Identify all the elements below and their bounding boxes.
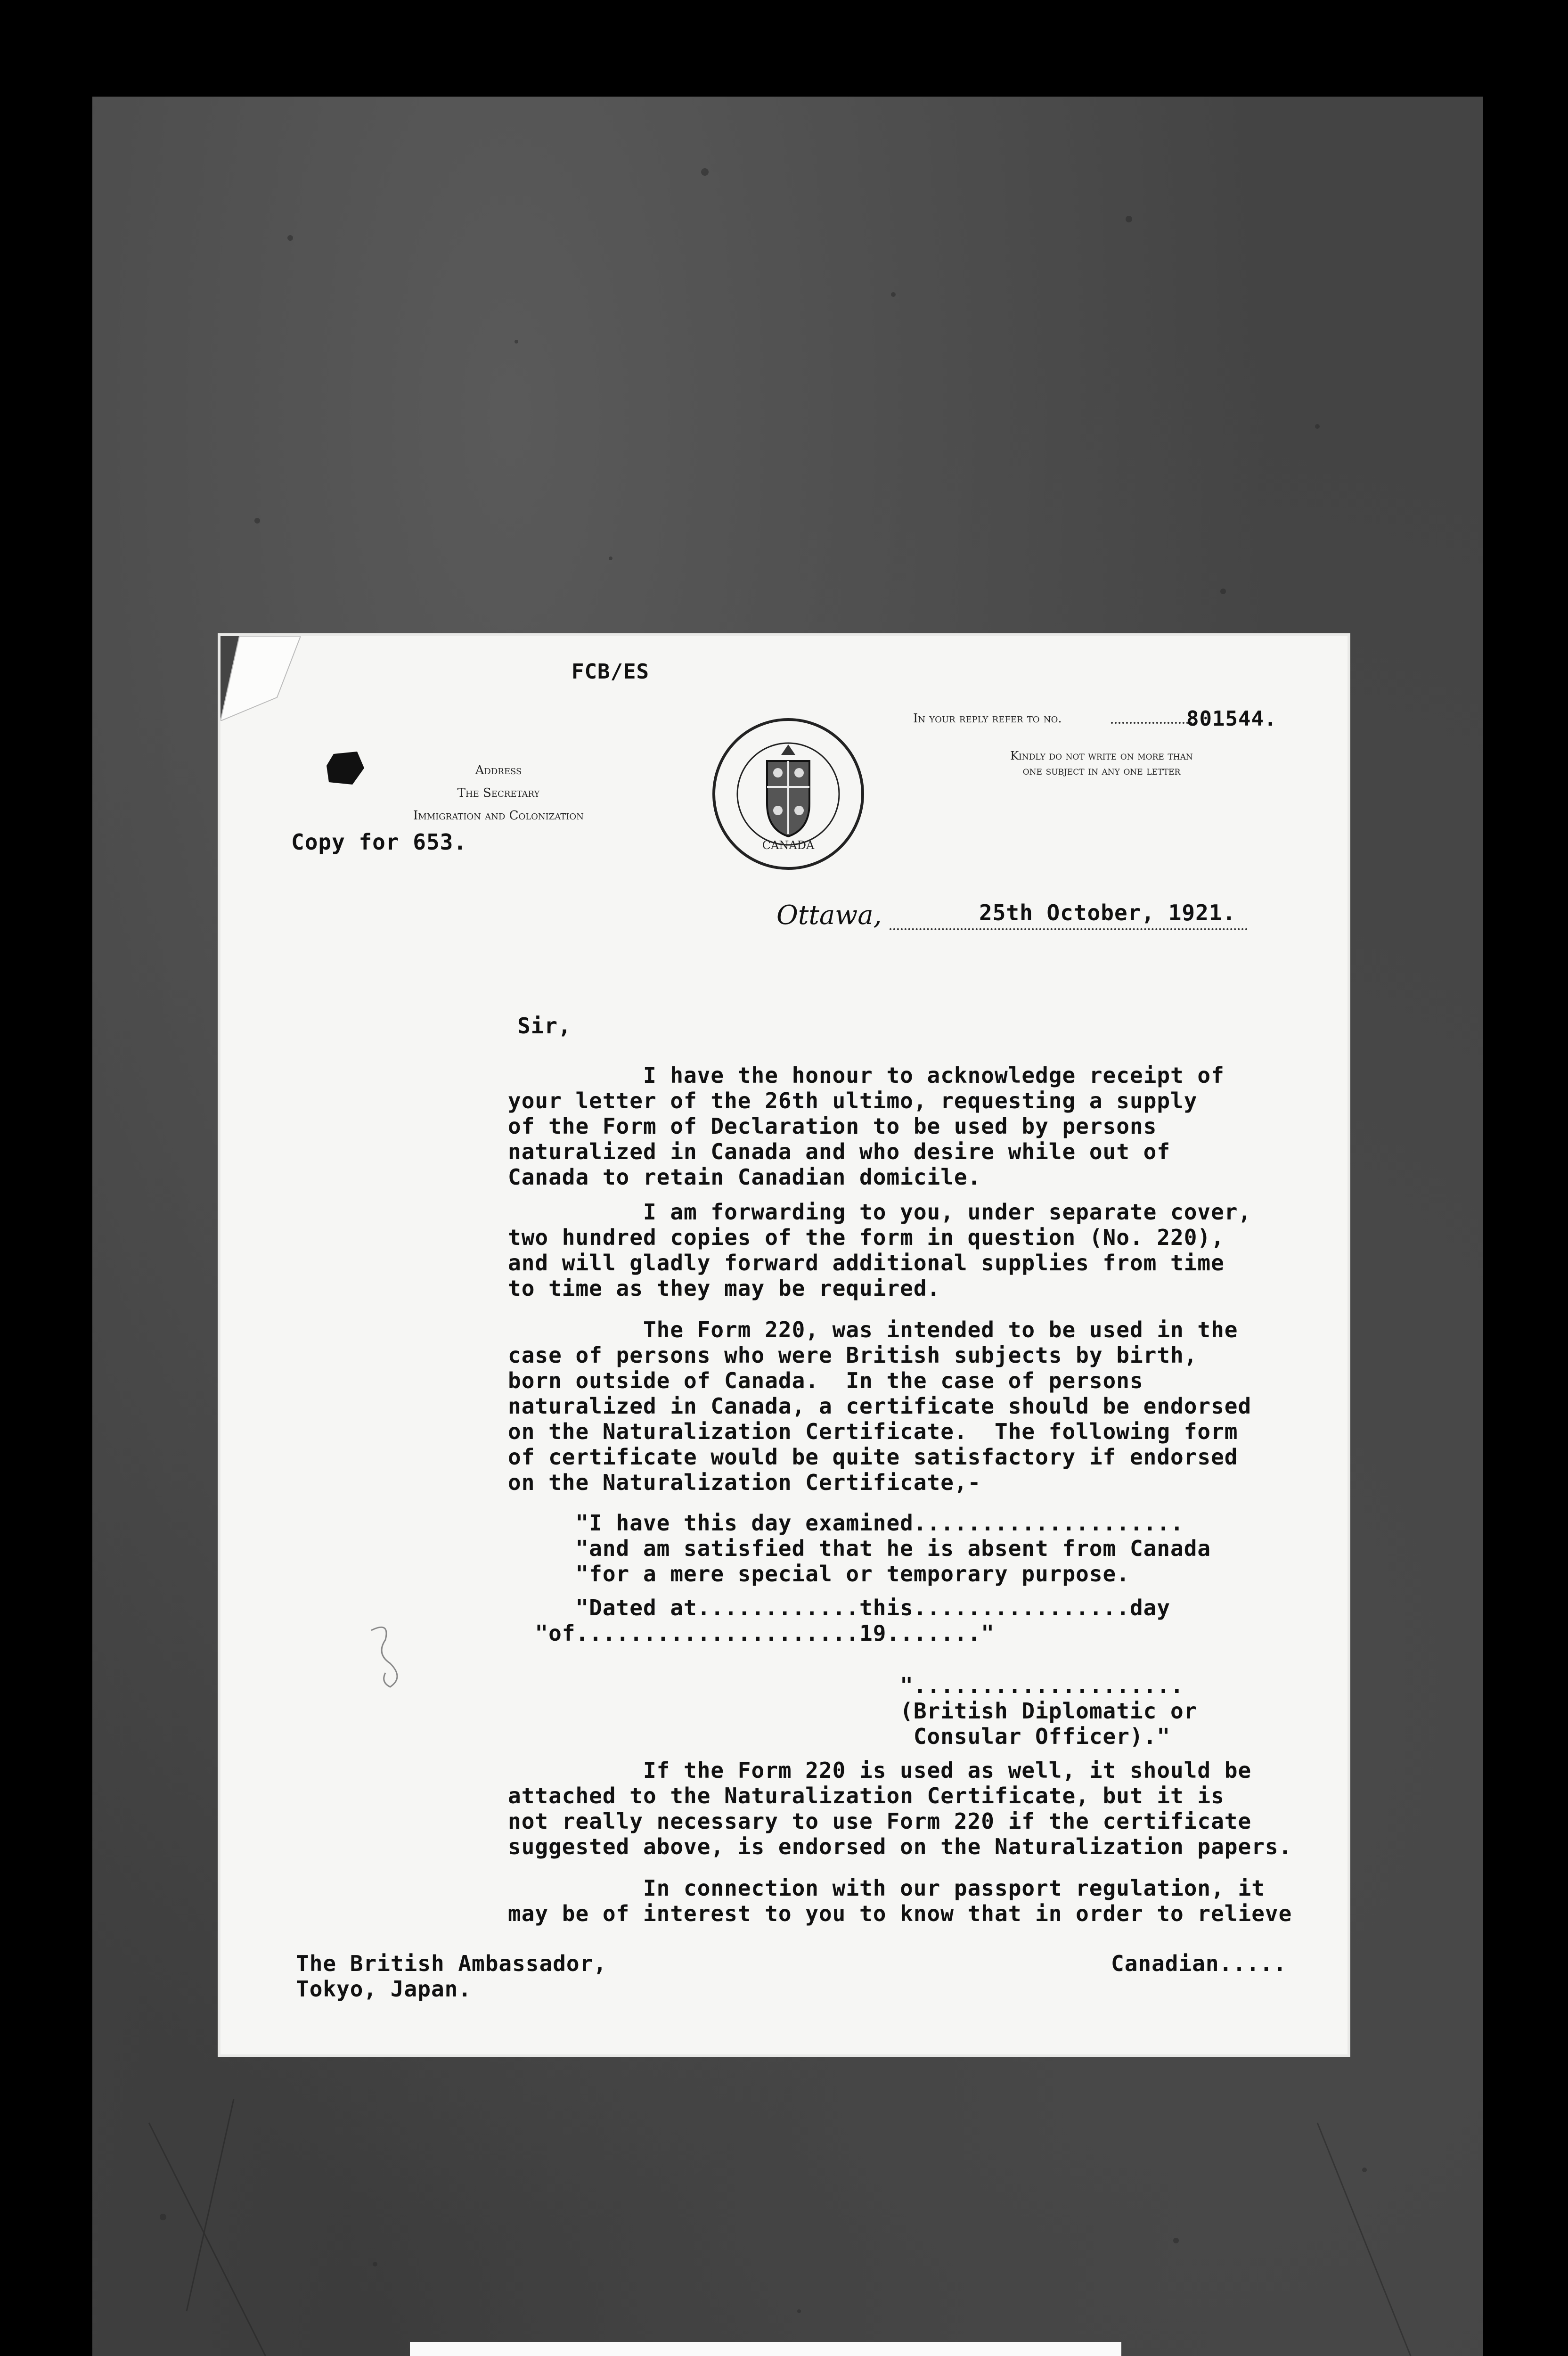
file-number: 801544. (1186, 707, 1277, 731)
kindly-notice-line2: one subject in any one letter (1022, 764, 1181, 777)
paragraph-3: The Form 220, was intended to be used in the case of persons who were British subjects by birth, born outside of Canada. In the case of persons naturalized in Canada, a certificate should be endorsed on the Naturalization Certificate. The following form of certificate would be quite satisfactory if endorsed on the Naturalization Certificate,- (508, 1317, 1252, 1495)
reference-dotline (1111, 722, 1196, 724)
address-secretary: The Secretary (457, 786, 540, 800)
certificate-text-2: "Dated at............this................day "of.....................19......." (535, 1595, 1171, 1646)
date-dotline (890, 928, 1248, 930)
letter-page (220, 636, 1348, 2054)
paragraph-1: I have the honour to acknowledge receipt of your letter of the 26th ultimo, requesting a supply of the Form of Declaration to be used by persons naturalized in Canada and who desire while out of Canada to retain Canadian domicile. (508, 1063, 1225, 1190)
folded-corner (220, 636, 301, 721)
copy-for: Copy for 653. (291, 829, 467, 855)
certificate-text-1: "I have this day examined.................... "and am satisfied that he is absent from Canada "for a mere special or temporary purpose. (575, 1510, 1211, 1587)
address-department: Immigration and Colonization (413, 809, 584, 823)
certificate-signature-block: ".................... (British Diplomatic or Consular Officer)." (900, 1673, 1198, 1749)
reference-label (410, 2342, 1121, 2356)
continued-marker: Canadian..... (1111, 1951, 1287, 1976)
seal-text-bottom: CANADA (762, 839, 815, 852)
addressee: The British Ambassador, Tokyo, Japan. (296, 1951, 607, 2002)
reference-prompt: In your reply refer to no. (913, 712, 1062, 726)
letter-date: 25th October, 1921. (979, 900, 1236, 925)
salutation: Sir, (517, 1013, 572, 1039)
paragraph-2: I am forwarding to you, under separate cover, two hundred copies of the form in question (No. 220), and will gladly forward additional supplies from time to time as they may be required. (508, 1199, 1252, 1301)
kindly-notice-line1: Kindly do not write on more than (1010, 749, 1193, 762)
ink-blot (324, 749, 367, 787)
paragraph-4: If the Form 220 is used as well, it should be attached to the Naturalization Certificate, but it is not really necessary to use Form 220 if the certificate suggested above, is endorsed on the Naturalization papers. (508, 1758, 1292, 1859)
pencil-squiggle (362, 1621, 418, 1692)
place-name: Ottawa, (776, 900, 882, 931)
paragraph-5: In connection with our passport regulation, it may be of interest to you to know that in order to relieve (508, 1875, 1292, 1926)
initials: FCB/ES (572, 660, 649, 684)
address-label: Address (475, 763, 522, 777)
